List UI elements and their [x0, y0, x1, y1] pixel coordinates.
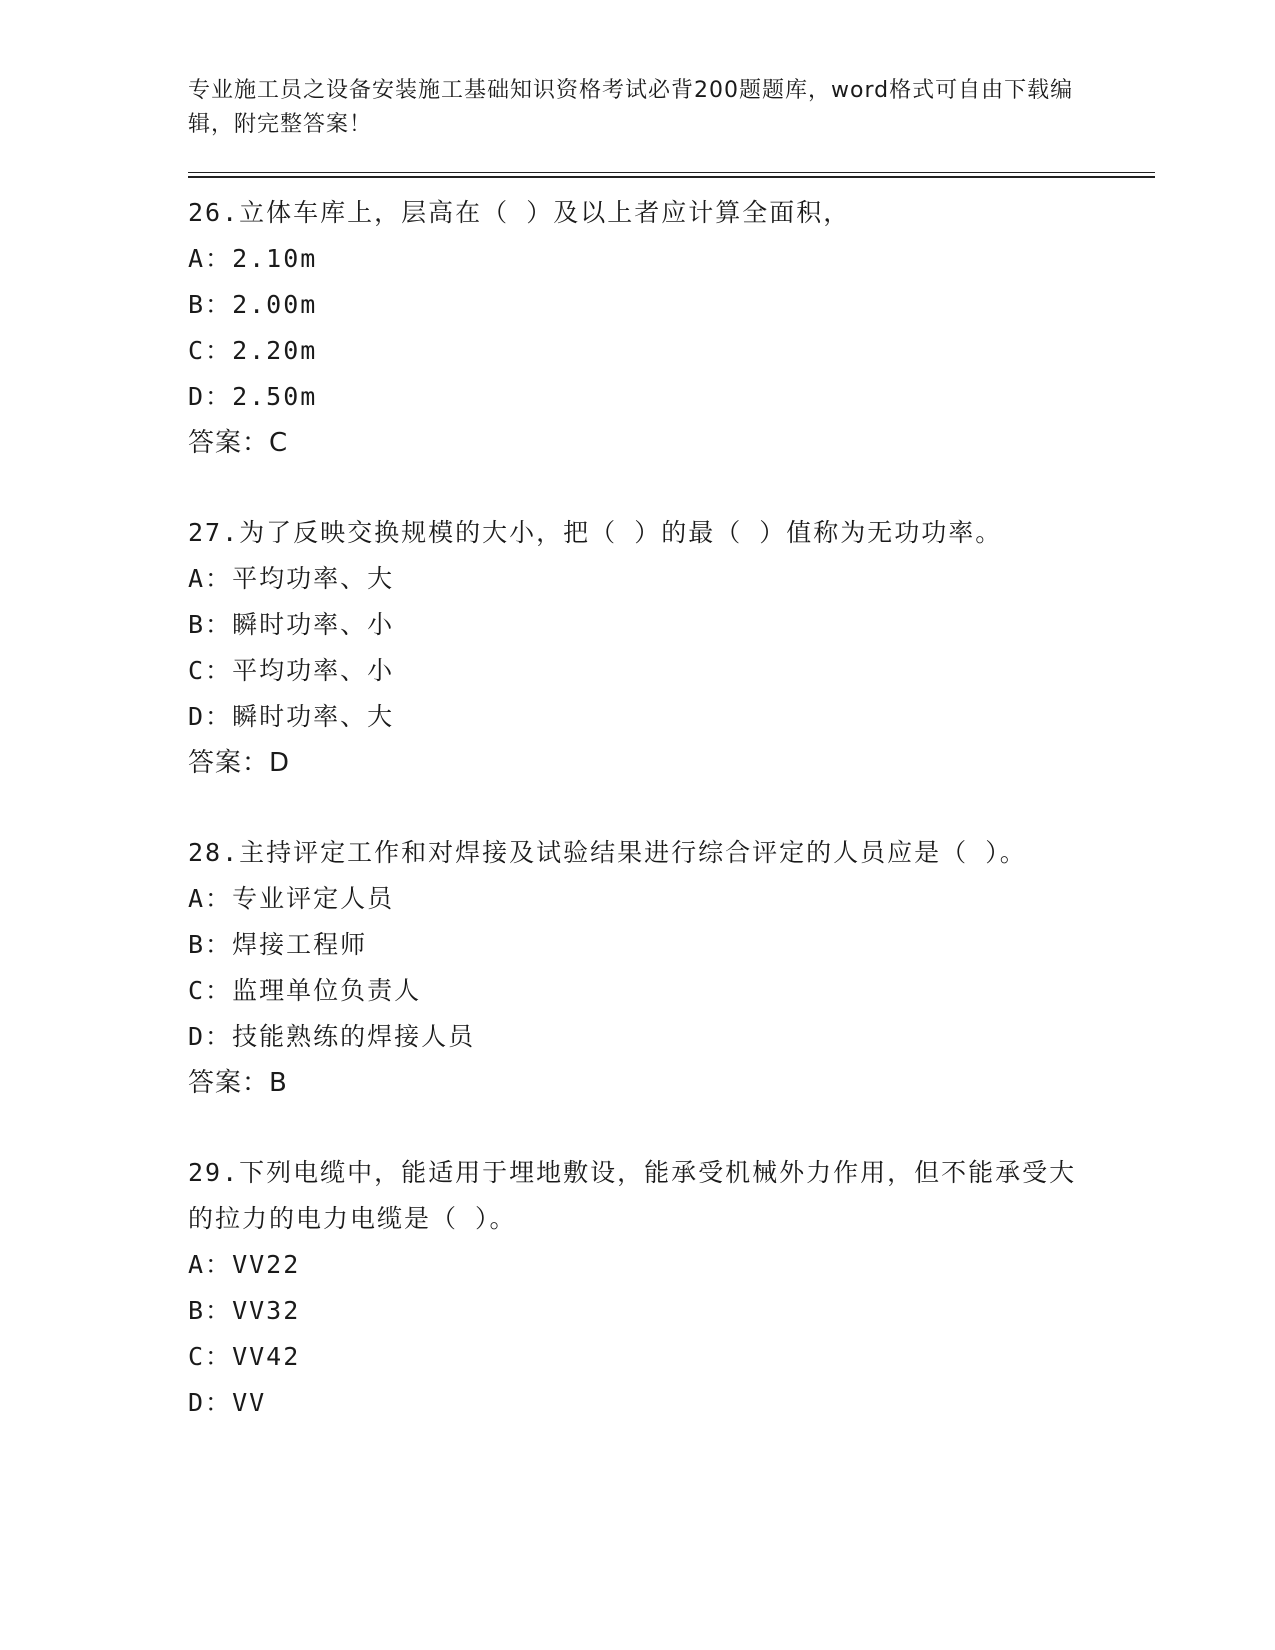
header-divider-thick	[188, 176, 1155, 178]
option-text: 瞬时功率、小	[232, 610, 395, 639]
option-a	[188, 1242, 1088, 1288]
option-text: 2.00m	[232, 290, 318, 319]
header-divider-thin	[188, 172, 1155, 173]
option-a	[188, 556, 1088, 602]
option-c	[188, 1334, 1088, 1380]
option-d	[188, 1014, 1088, 1060]
option-b	[188, 1288, 1088, 1334]
option-d	[188, 1380, 1088, 1426]
option-text: 技能熟练的焊接人员	[232, 1022, 476, 1051]
option-text: VV	[232, 1388, 267, 1417]
option-letter: B：	[188, 610, 233, 639]
answer-line: 答案：B	[188, 1068, 288, 1098]
option-text: 监理单位负责人	[232, 976, 422, 1005]
option-letter: D：	[188, 382, 233, 411]
option-letter: D：	[188, 702, 233, 731]
option-letter: B：	[188, 290, 233, 319]
option-b	[188, 922, 1088, 968]
option-letter: D：	[188, 1388, 233, 1417]
answer-line: 答案：C	[188, 428, 289, 458]
option-text: VV22	[232, 1250, 301, 1279]
option-text: 2.50m	[232, 382, 318, 411]
option-letter: B：	[188, 930, 233, 959]
option-text: 2.10m	[232, 244, 318, 273]
option-letter: B：	[188, 1296, 233, 1325]
option-c	[188, 648, 1088, 694]
option-b	[188, 282, 1088, 328]
option-letter: A：	[188, 1250, 233, 1279]
option-letter: C：	[188, 656, 233, 685]
option-text: VV32	[232, 1296, 301, 1325]
question-list	[188, 190, 1088, 1426]
option-text: 瞬时功率、大	[232, 702, 395, 731]
option-letter: C：	[188, 336, 233, 365]
question-item	[188, 190, 1088, 466]
option-text: VV42	[232, 1342, 301, 1371]
option-letter: A：	[188, 564, 233, 593]
option-a	[188, 876, 1088, 922]
option-letter: A：	[188, 884, 233, 913]
question-title: 27.为了反映交换规模的大小，把（ ）的最（ ）值称为无功功率。	[188, 518, 1003, 547]
question-title: 28.主持评定工作和对焊接及试验结果进行综合评定的人员应是（ ）。	[188, 838, 1027, 867]
question-title: 29.下列电缆中，能适用于埋地敷设，能承受机械外力作用，但不能承受大的拉力的电力电缆是（ ）。	[188, 1158, 1077, 1233]
option-text: 2.20m	[232, 336, 318, 365]
question-item	[188, 830, 1088, 1106]
option-b	[188, 602, 1088, 648]
option-text: 平均功率、小	[232, 656, 395, 685]
option-a	[188, 236, 1088, 282]
option-text: 平均功率、大	[232, 564, 395, 593]
question-item	[188, 510, 1088, 786]
option-d	[188, 374, 1088, 420]
option-c	[188, 968, 1088, 1014]
question-item	[188, 1150, 1088, 1426]
option-c	[188, 328, 1088, 374]
option-text: 专业评定人员	[232, 884, 395, 913]
document-header: 专业施工员之设备安装施工基础知识资格考试必背200题题库，word格式可自由下载编辑，附完整答案！	[188, 78, 1074, 137]
option-letter: C：	[188, 1342, 233, 1371]
option-letter: D：	[188, 1022, 233, 1051]
option-d	[188, 694, 1088, 740]
option-text: 焊接工程师	[232, 930, 368, 959]
answer-line: 答案：D	[188, 748, 291, 778]
option-letter: A：	[188, 244, 233, 273]
question-title: 26.立体车库上，层高在（ ）及以上者应计算全面积，	[188, 198, 851, 227]
option-letter: C：	[188, 976, 233, 1005]
